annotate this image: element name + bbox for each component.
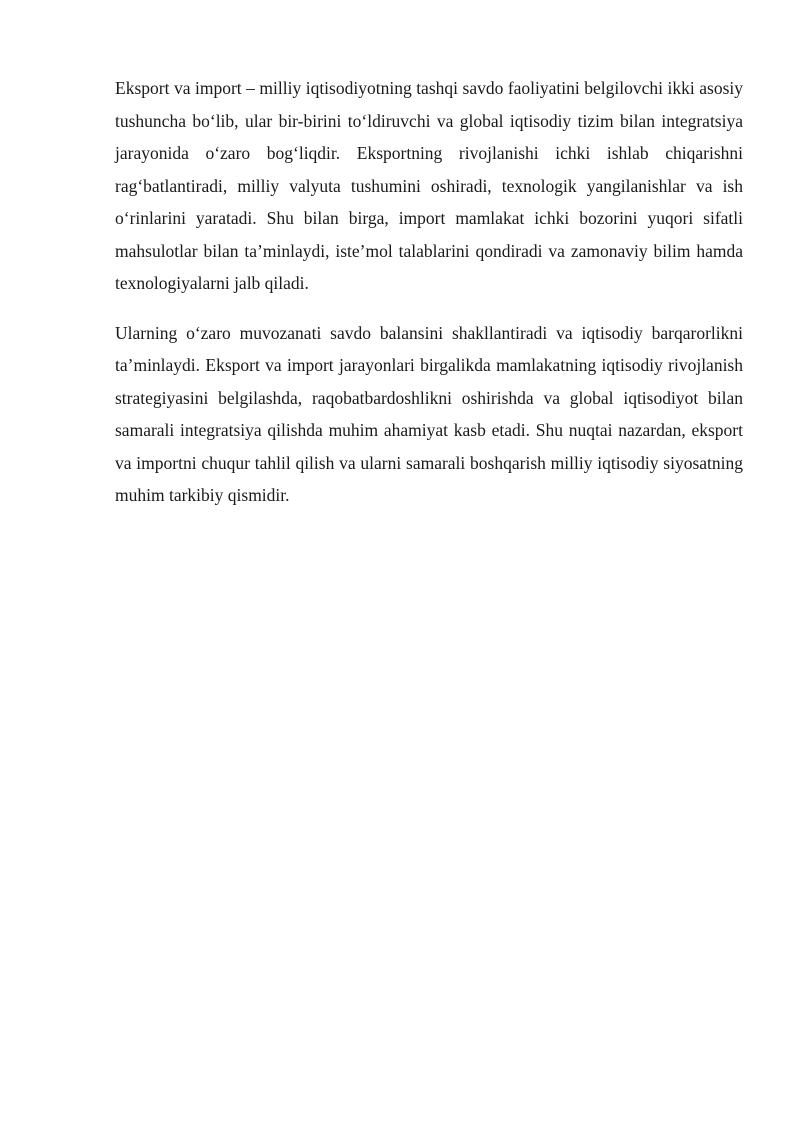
document-body <box>115 72 743 529</box>
paragraph-trade-balance: Ularning o‘zaro muvozanati savdo balansini shakllantiradi va iqtisodiy barqarorlikni ta’minlaydi. Eksport va import jarayonlari birgalikda mamlakatning iqtisodiy rivojlanish strategiyasini belgilashda, raqobatbardoshlikni oshirishda va global iqtisodiyot bilan samarali integratsiya qilishda muhim ahamiyat kasb etadi. Shu nuqtai nazardan, eksport va importni chuqur tahlil qilish va ularni samarali boshqarish milliy iqtisodiy siyosatning muhim tarkibiy qismidir. <box>115 322 743 505</box>
paragraph-export-import-intro: Eksport va import – milliy iqtisodiyotning tashqi savdo faoliyatini belgilovchi ikki asosiy tushuncha bo‘lib, ular bir-birini to‘ldiruvchi va global iqtisodiy tizim bilan integratsiya jarayonida o‘zaro bog‘liqdir. Eksportning rivojlanishi ichki ishlab chiqarishni rag‘batlantiradi, milliy valyuta tushumini oshiradi, texnologik yangilanishlar va ish o‘rinlarini yaratadi. Shu bilan birga, import mamlakat ichki bozorini yuqori sifatli mahsulotlar bilan ta’minlaydi, iste’mol talablarini qondiradi va zamonaviy bilim hamda texnologiyalarni jalb qiladi. <box>115 78 743 293</box>
